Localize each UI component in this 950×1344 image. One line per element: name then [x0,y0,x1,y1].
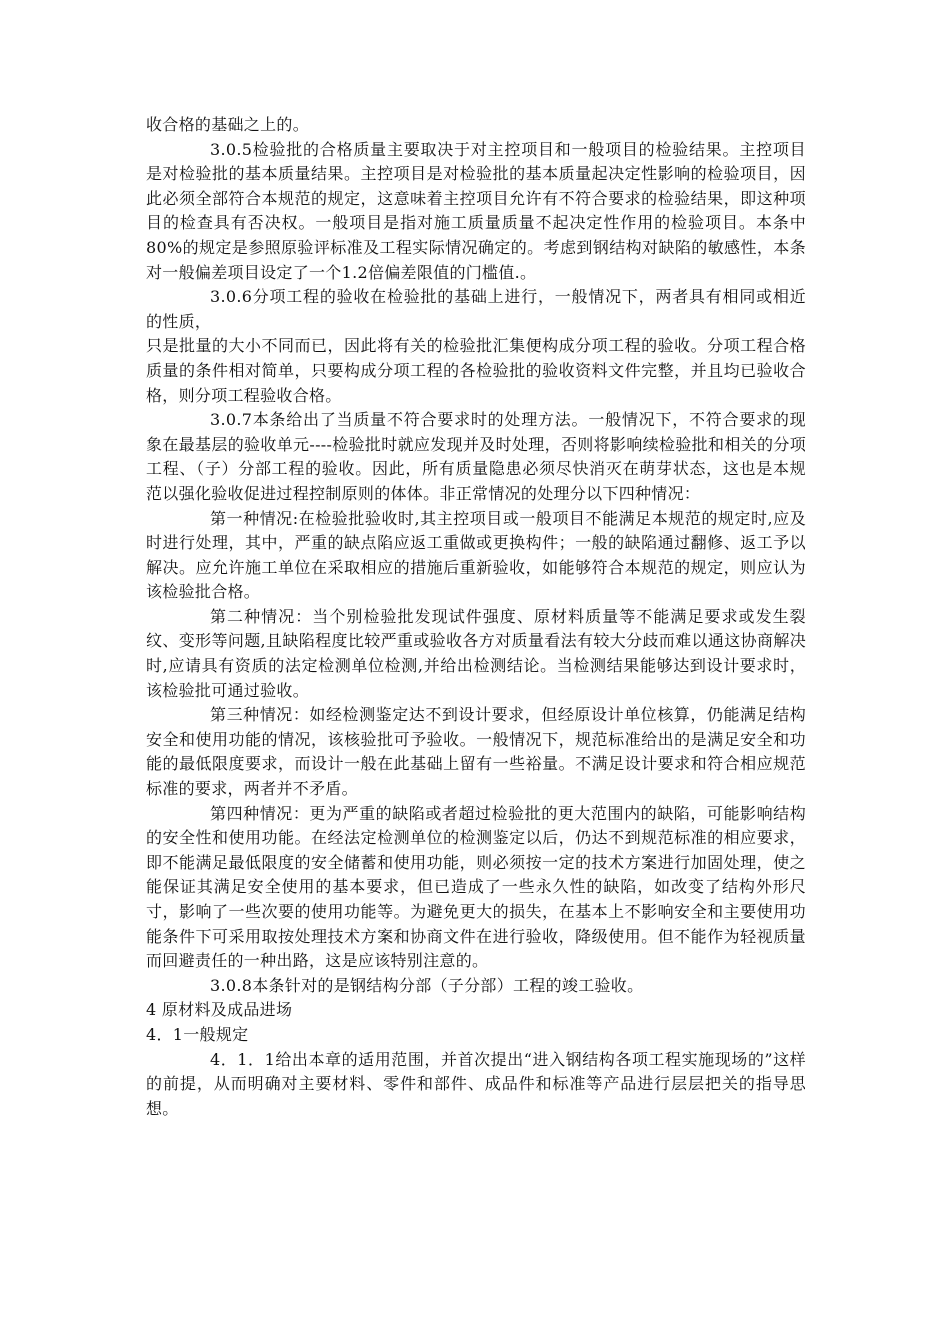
paragraph-3-0-6-continued: 只是批量的大小不同而已，因此将有关的检验批汇集便构成分项工程的验收。分项工程合格质量的条件相对简单，只要构成分项工程的各检验批的验收资料文件完整，并且均已验收合格，则分项工程验收合格。 [146,336,806,405]
paragraph-case-4: 第四种情况：更为严重的缺陷或者超过检验批的更大范围内的缺陷，可能影响结构的安全性和使用功能。在经法定检测单位的检测鉴定以后，仍达不到规范标准的相应要求，即不能满足最低限度的安全储蓄和使用功能，则必须按一定的技术方案进行加固处理，使之能保证其满足安全使用的基本要求，但已造成了一些永久性的缺陷，如改变了结构外形尺寸，影响了一些次要的使用功能等。为避免更大的损失，在基本上不影响安全和主要使用功能条件下可采用取按处理技术方案和协商文件在进行验收，降级使用。但不能作为轻视质量而回避责任的一种出路，这是应该特别注意的。 [146,803,806,971]
paragraph-case-3: 第三种情况：如经检测鉴定达不到设计要求，但经原设计单位核算，仍能满足结构安全和使用功能的情况，该核验批可予验收。一般情况下，规范标准给出的是满足安全和功能的最低限度要求，而设计一般在此基础上留有一些裕量。不满足设计要求和符合相应规范标准的要求，两者并不矛盾。 [146,705,806,799]
paragraph-3-0-7: 3.0.7本条给出了当质量不符合要求时的处理方法。一般情况下，不符合要求的现象在最基层的验收单元----检验批时就应发现并及时处理，否则将影响续检验批和相关的分项工程、（子）分部工程的验收。因此，所有质量隐患必须尽快消灭在萌芽状态，这也是本规范以强化验收促进过程控制原则的体体。非正常情况的处理分以下四种情况： [146,410,806,503]
paragraph-3-0-6: 3.0.6分项工程的验收在检验批的基础上进行，一般情况下，两者具有相同或相近的性质， [146,287,806,331]
paragraph-case-2: 第二种情况：当个别检验批发现试件强度、原材料质量等不能满足要求或发生裂纹、变形等问题,且缺陷程度比较严重或验收各方对质量看法有较大分歧而难以通这协商解决时,应请具有资质的法定检测单位检测,并给出检测结论。当检测结果能够达到设计要求时，该检验批可通过验收。 [146,606,806,700]
paragraph-3-0-5: 3.0.5检验批的合格质量主要取决于对主控项目和一般项目的检验结果。主控项目是对检验批的基本质量结果。主控项目是对检验批的基本质量起决定性影响的检验项目，因此必须全部符合本规范的规定，这意味着主控项目允许有不符合要求的检验结果，即这种项目的检查具有否决权。一般项目是指对施工质量质量不起决定性作用的检验项目。本条中80%的规定是参照原验评标准及工程实际情况确定的。考虑到钢结构对缺陷的敏感性，本条对一般偏差项目设定了一个1.2倍偏差限值的门槛值.。 [146,139,806,282]
document-body [146,113,806,1121]
paragraph-3-0-8: 3.0.8本条针对的是钢结构分部（子分部）工程的竣工验收。 [210,975,644,995]
paragraph-case-1: 第一种情况:在检验批验收时,其主控项目或一般项目不能满足本规范的规定时,应及时进行处理，其中，严重的缺点陷应返工重做或更换构件；一般的缺陷通过翻修、返工予以解决。应允许施工单位在采取相应的措施后重新验收，如能够符合本规范的规定，则应认为该检验批合格。 [146,508,806,602]
paragraph-4-1-1: 4．1．1给出本章的适用范围，并首次提出“进入钢结构各项工程实施现场的”这样的前提，从而明确对主要材料、零件和部件、成品件和标准等产品进行层层把关的指导思想。 [146,1049,806,1118]
section-heading-4-1: 4．1一般规定 [146,1024,249,1044]
paragraph: 收合格的基础之上的。 [146,115,310,134]
section-heading-4: 4 原材料及成品进场 [146,1000,293,1020]
